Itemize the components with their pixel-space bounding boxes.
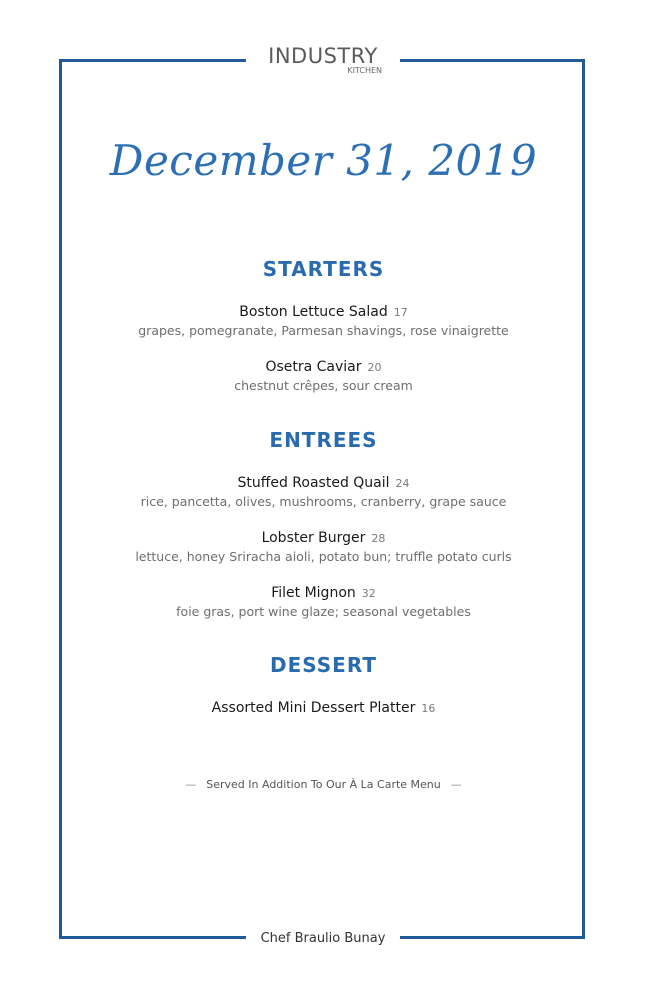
menu-note	[0, 778, 647, 791]
item-price: 20	[367, 361, 382, 374]
item-price: 32	[361, 587, 376, 600]
section-title-dessert: DESSERT	[270, 653, 377, 677]
item-description: chestnut crêpes, sour cream	[234, 378, 413, 393]
item-description: foie gras, port wine glaze; seasonal vegetables	[176, 604, 471, 619]
item-price: 24	[395, 477, 410, 490]
item-description: grapes, pomegranate, Parmesan shavings, rose vinaigrette	[138, 323, 509, 338]
menu-item	[0, 356, 647, 393]
menu-item	[0, 472, 647, 509]
logo-brand: INDUSTRY	[268, 44, 378, 68]
chef-name: Chef Braulio Bunay	[246, 928, 400, 950]
restaurant-logo	[246, 42, 400, 82]
item-description: lettuce, honey Sriracha aioli, potato bun; truffle potato curls	[135, 549, 512, 564]
item-name: Boston Lettuce Salad	[239, 304, 388, 320]
item-description: rice, pancetta, olives, mushrooms, cranberry, grape sauce	[140, 494, 507, 509]
section-title-starters: STARTERS	[262, 257, 385, 281]
item-price: 28	[371, 532, 386, 545]
note-dash-left: —	[185, 778, 197, 791]
item-name: Osetra Caviar	[265, 359, 362, 375]
item-name: Stuffed Roasted Quail	[237, 475, 390, 491]
menu-date: December 31, 2019	[109, 136, 538, 185]
menu-item	[0, 582, 647, 619]
menu-item	[0, 527, 647, 564]
menu-item	[0, 301, 647, 338]
item-price: 16	[421, 702, 436, 715]
item-price: 17	[393, 306, 408, 319]
note-text: Served In Addition To Our À La Carte Menu	[206, 778, 441, 791]
item-name: Lobster Burger	[261, 530, 366, 546]
logo-sub: KITCHEN	[347, 66, 382, 75]
note-dash-right: —	[450, 778, 462, 791]
section-title-entrees: ENTREES	[269, 428, 378, 452]
item-name: Filet Mignon	[271, 585, 356, 601]
menu-item	[0, 697, 647, 716]
item-name: Assorted Mini Dessert Platter	[211, 700, 416, 716]
